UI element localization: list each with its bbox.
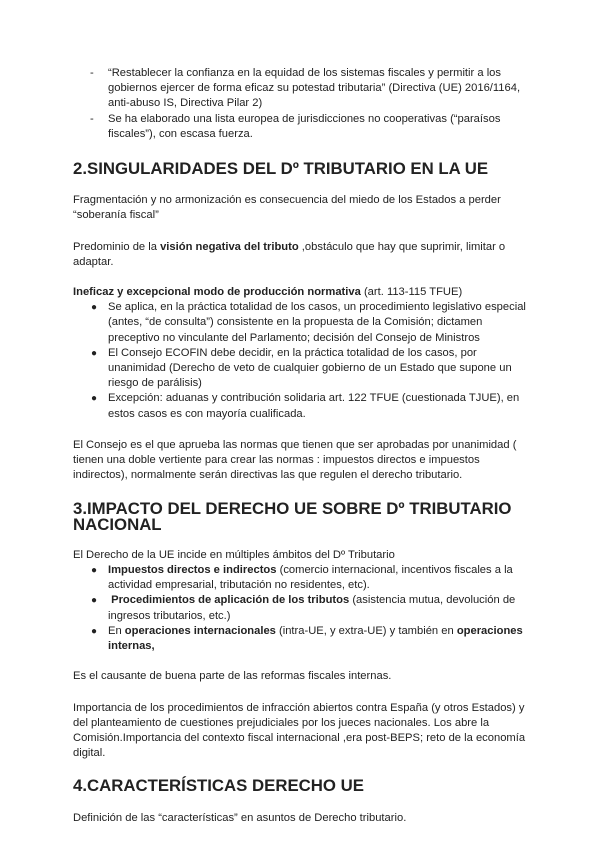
section-2-paragraph-4: El Consejo es el que aprueba las normas que tienen que ser aprobadas por unanimidad ( tienen una doble vertiente para crear las normas : impuestos directos e impuestos indirectos), normalmente serán directivas las que regulen el derecho tributario. xyxy=(73,438,517,482)
list-item-text: Se aplica, en la práctica totalidad de los casos, un procedimiento legislativo especial (antes, “de consulta”) consistente en la propuesta de la Comisión; dictamen preceptivo no vinculante del Parlamento; decisión del Consejo de Ministros xyxy=(108,301,526,344)
top-dash-list xyxy=(73,66,533,142)
list-item-text: Se ha elaborado una lista europea de jurisdicciones no cooperativas (“paraísos fiscales”), con escasa fuerza. xyxy=(108,112,501,140)
bullet-marker: ● xyxy=(91,625,98,637)
section-4-title: 4.CARACTERÍSTICAS DERECHO UE xyxy=(73,776,364,796)
list-item xyxy=(73,391,533,421)
bullet-marker: ● xyxy=(91,595,98,607)
bold-text: Impuestos directos e indirectos xyxy=(108,564,277,577)
section-2-paragraph-2 xyxy=(73,240,533,270)
section-3-bullet-list xyxy=(73,563,533,654)
bullet-marker: ● xyxy=(91,565,98,577)
section-3-paragraph-3: Importancia de los procedimientos de infracción abiertos contra España (y otros Estados) y del planteamiento de cuestiones prejudiciales por los jueces nacionales. Los abre la Comisión.Importancia del contexto fiscal internacional ,era post-BEPS; reto de la economía digital. xyxy=(73,701,526,760)
dash-marker: - xyxy=(90,112,94,125)
bold-text: operaciones internacionales xyxy=(124,624,276,637)
bold-text: Procedimientos de aplicación de los tributos xyxy=(108,594,350,607)
bullet-marker: ● xyxy=(91,347,98,359)
bullet-marker: ● xyxy=(91,393,98,405)
section-2-paragraph-3 xyxy=(73,285,533,300)
text-run: En xyxy=(108,624,125,637)
list-item-text: El Consejo ECOFIN debe decidir, en la práctica totalidad de los casos, por unanimidad (Derecho de veto de cualquier gobierno de un Estado que supone un riesgo de parálisis) xyxy=(108,346,512,390)
section-2-bullet-list xyxy=(73,300,533,422)
list-item xyxy=(73,66,533,112)
text-run: (art. 113-115 TFUE) xyxy=(360,286,463,299)
dash-marker: - xyxy=(90,67,94,79)
list-item xyxy=(73,624,533,654)
bold-text: Ineficaz y excepcional modo de producción normativa xyxy=(73,286,361,299)
document-page xyxy=(73,66,533,826)
section-3-title: 3.IMPACTO DEL DERECHO UE SOBRE Dº TRIBUTARIO NACIONAL xyxy=(73,499,512,534)
list-item xyxy=(73,593,533,623)
list-item-text: Excepción: aduanas y contribución solidaria art. 122 TFUE (cuestionada TJUE), en estos casos es con mayoría cualificada. xyxy=(108,392,520,420)
section-2-title: 2.SINGULARIDADES DEL Dº TRIBUTARIO EN LA UE xyxy=(73,159,489,179)
list-item xyxy=(73,346,533,392)
list-item xyxy=(73,300,533,346)
bold-text: operaciones internas, xyxy=(108,624,523,653)
bullet-marker: ● xyxy=(91,302,98,314)
list-item xyxy=(73,563,533,593)
list-item xyxy=(73,112,533,142)
section-4-paragraph-1: Definición de las “características” en asuntos de Derecho tributario. xyxy=(73,811,407,824)
text-run: (asistencia mutua, devolución de ingresos tributarios, etc.) xyxy=(108,594,516,622)
list-item-text: “Restablecer la confianza en la equidad de los sistemas fiscales y permitir a los gobiernos ejercer de forma eficaz su potestad tributaria” (Directiva (UE) 2016/1164, anti-abuso IS, Directiva Pilar 2) xyxy=(108,67,521,110)
section-3-paragraph-1: El Derecho de la UE incide en múltiples ámbitos del Dº Tributario xyxy=(73,548,395,561)
text-run: Predominio de la xyxy=(73,240,161,253)
text-run: (intra-UE, y extra-UE) y también en xyxy=(275,624,457,637)
text-run: (comercio internacional, incentivos fiscales a la actividad empresarial, tributación no residentes, etc). xyxy=(108,564,513,592)
bold-text: visión negativa del tributo xyxy=(160,240,299,253)
text-run: ,obstáculo que hay que suprimir, limitar o adaptar. xyxy=(73,240,506,268)
section-2-paragraph-1: Fragmentación y no armonización es consecuencia del miedo de los Estados a perder “soberanía fiscal” xyxy=(73,194,501,222)
section-3-paragraph-2: Es el causante de buena parte de las reformas fiscales internas. xyxy=(73,670,392,683)
